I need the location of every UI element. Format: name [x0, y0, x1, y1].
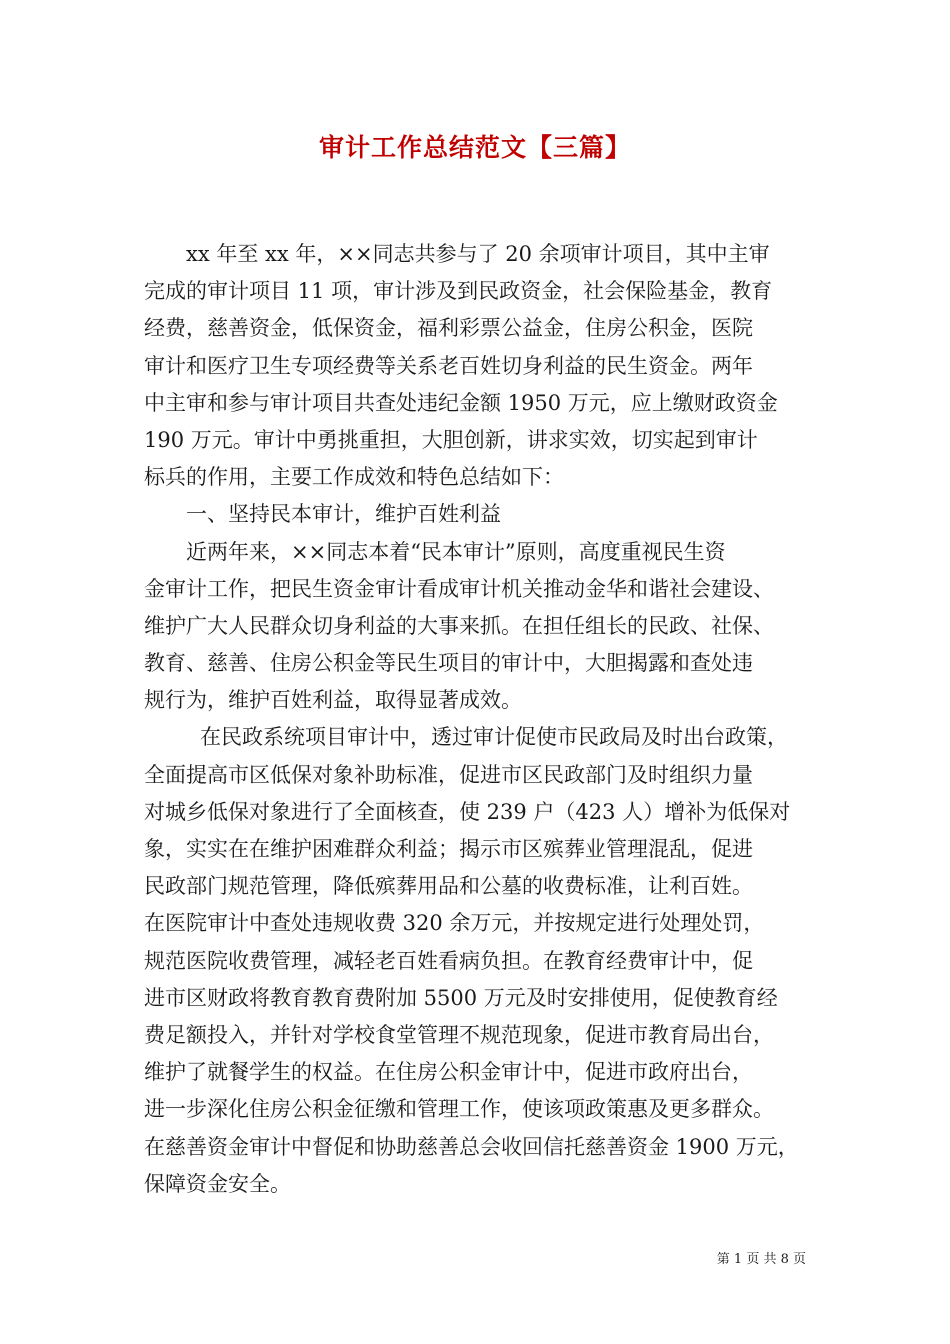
- paragraph-line: 审计和医疗卫生专项经费等关系老百姓切身利益的民生资金。两年: [144, 353, 753, 378]
- paragraph-line: 规范医院收费管理，减轻老百姓看病负担。在教育经费审计中，促: [144, 948, 753, 973]
- paragraph-line: 190 万元。审计中勇挑重担，大胆创新，讲求实效，切实起到审计: [144, 427, 758, 452]
- paragraph-line: 近两年来，××同志本着“民本审计”原则，高度重视民生资: [186, 539, 726, 564]
- document-body: [144, 236, 808, 1203]
- paragraph-line: 维护了就餐学生的权益。在住房公积金审计中，促进市政府出台，: [144, 1060, 753, 1085]
- paragraph-line: 标兵的作用，主要工作成效和特色总结如下：: [144, 465, 564, 490]
- paragraph-line: 经费，慈善资金，低保资金，福利彩票公益金，住房公积金，医院: [144, 316, 753, 341]
- paragraph-line: 教育、慈善、住房公积金等民生项目的审计中，大胆揭露和查处违: [144, 651, 753, 676]
- paragraph-line: 完成的审计项目 11 项，审计涉及到民政资金，社会保险基金，教育: [144, 279, 773, 304]
- paragraph-line: 中主审和参与审计项目共查处违纪金额 1950 万元，应上缴财政资金: [144, 390, 778, 415]
- document-title: 审计工作总结范文【三篇】: [318, 133, 631, 162]
- section-heading: 一、坚持民本审计，维护百姓利益: [186, 502, 501, 527]
- paragraph-line: 进一步深化住房公积金征缴和管理工作，使该项政策惠及更多群众。: [144, 1097, 774, 1122]
- paragraph-line: 在民政系统项目审计中，透过审计促使市民政局及时出台政策，: [200, 725, 788, 750]
- paragraph-line: 民政部门规范管理，降低殡葬用品和公墓的收费标准，让利百姓。: [144, 874, 753, 899]
- paragraph-line: 金审计工作，把民生资金审计看成审计机关推动金华和谐社会建设、: [144, 576, 774, 601]
- paragraph-line: 在医院审计中查处违规收费 320 余万元，并按规定进行处理处罚，: [144, 911, 765, 936]
- paragraph-line: 全面提高市区低保对象补助标准，促进市区民政部门及时组织力量: [144, 762, 753, 787]
- paragraph-line: xx 年至 xx 年，××同志共参与了 20 余项审计项目，其中主审: [186, 242, 770, 266]
- paragraph-line: 对城乡低保对象进行了全面核查，使 239 户（423 人）增补为低保对: [144, 799, 791, 824]
- page-number: 第 1 页 共 8 页: [716, 1252, 806, 1267]
- paragraph-line: 象，实实在在维护困难群众利益；揭示市区殡葬业管理混乱，促进: [144, 837, 753, 861]
- paragraph-line: 规行为，维护百姓利益，取得显著成效。: [144, 688, 522, 713]
- paragraph-line: 费足额投入，并针对学校食堂管理不规范现象，促进市教育局出台，: [144, 1022, 774, 1047]
- paragraph-line: 在慈善资金审计中督促和协助慈善总会收回信托慈善资金 1900 万元，: [144, 1134, 799, 1159]
- paragraph-line: 维护广大人民群众切身利益的大事来抓。在担任组长的民政、社保、: [144, 613, 774, 638]
- paragraph-line: 保障资金安全。: [144, 1171, 291, 1196]
- paragraph-line: 进市区财政将教育教育费附加 5500 万元及时安排使用，促使教育经: [144, 985, 778, 1010]
